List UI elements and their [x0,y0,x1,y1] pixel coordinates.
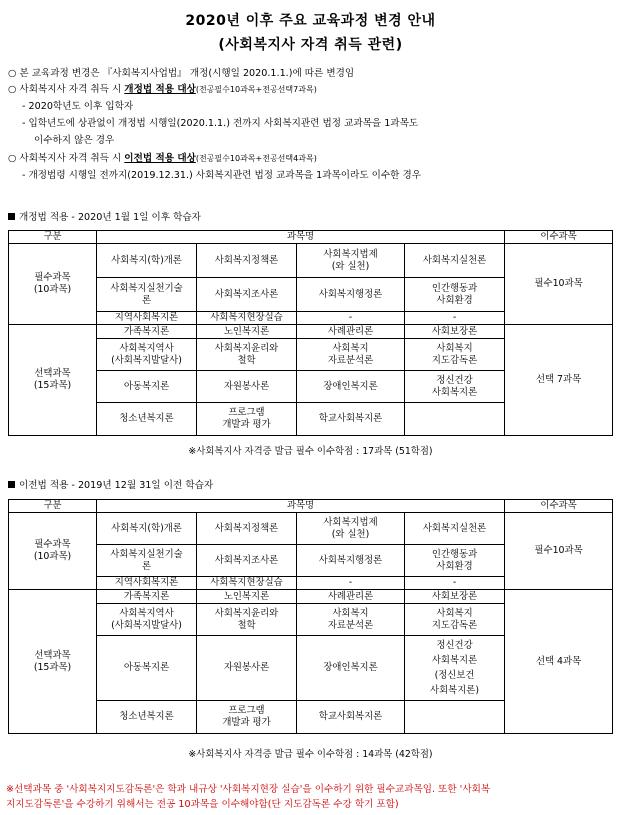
subject-cell: 청소년복지론 [97,403,197,436]
subject-cell: - [405,312,505,325]
table-row [9,590,613,604]
header-category: 구분 [9,231,97,244]
page-title: 2020년 이후 주요 교육과정 변경 안내 [185,13,436,29]
subject-cell: 가족복지론 [97,325,197,339]
table-row [9,244,613,278]
subject-cell: - [297,312,405,325]
subject-cell: 사회복지윤리와 철학 [197,604,297,636]
subject-cell: 사회복지현장실습 [197,577,297,590]
subject-cell: 사회복지 지도감독론 [405,339,505,371]
intro-bullet-3-detail-1: - 개정법령 시행일 전까지(2019.12.31.) 사회복지관련 법정 교과목을 1과목이라도 이수한 경우 [22,170,422,181]
subject-cell: 사회복지행정론 [297,545,405,577]
subject-cell: 사회복지현장실습 [197,312,297,325]
subject-cell: 사회복지법제 (와 실천) [297,244,405,278]
table-header-row [9,231,613,244]
square-bullet-icon [8,213,15,220]
subject-cell: 자원봉사론 [197,636,297,701]
header-credits: 이수과목 [505,500,613,513]
header-category: 구분 [9,500,97,513]
subject-cell: 정신건강 사회복지론 [405,371,505,403]
subject-cell [405,701,505,734]
category-required: 필수과목 (10과목) [9,244,97,325]
subject-cell: 노인복지론 [197,325,297,339]
table-header-row [9,500,613,513]
subject-cell: 사회복지(학)개론 [97,513,197,545]
intro-bullet-1: ○ 본 교육과정 변경은 『사회복지사업법』 개정(시행일 2020.1.1.)에 따른 변경임 [8,68,355,79]
subject-cell: 지역사회복지론 [97,312,197,325]
subject-cell: 인간행동과 사회환경 [405,278,505,312]
table-row [9,513,613,545]
subject-cell: 사회복지역사 (사회복지발달사) [97,339,197,371]
intro-bullet-2-text: ○ 사회복지사 자격 취득 시 [8,84,125,95]
subject-cell: 청소년복지론 [97,701,197,734]
subject-cell: 사회복지조사론 [197,278,297,312]
subject-cell: - [297,577,405,590]
header-credits: 이수과목 [505,231,613,244]
subject-cell: 자원봉사론 [197,371,297,403]
subject-cell: 장애인복지론 [297,371,405,403]
category-required: 필수과목 (10과목) [9,513,97,590]
subject-cell: 지역사회복지론 [97,577,197,590]
elective-count: 선택 7과목 [505,325,613,436]
subject-cell: 사회복지행정론 [297,278,405,312]
page-subtitle: (사회복지사 자격 취득 관련) [218,37,403,53]
subject-cell: 사회복지실천기술 론 [97,545,197,577]
square-bullet-icon [8,481,15,488]
subject-cell [405,403,505,436]
subject-cell: 가족복지론 [97,590,197,604]
subject-cell: 사회복지법제 (와 실천) [297,513,405,545]
section1-heading [8,209,201,223]
subject-cell: 사회복지윤리와 철학 [197,339,297,371]
required-count: 필수10과목 [505,244,613,325]
subject-cell: 사회복지정책론 [197,513,297,545]
table-new-law [8,230,613,436]
intro-bullet-2-detail-2b: 이수하지 않은 경우 [34,135,115,146]
subject-cell: 사회복지실천론 [405,513,505,545]
header-subject: 과목명 [97,231,505,244]
subject-cell: 학교사회복지론 [297,403,405,436]
category-elective: 선택과목 (15과목) [9,590,97,734]
subject-cell: 아동복지론 [97,371,197,403]
subject-cell: 사회복지실천기술 론 [97,278,197,312]
subject-cell: 학교사회복지론 [297,701,405,734]
intro-bullet-2-underlined: 개정법 적용 대상 [124,84,196,95]
elective-count: 선택 4과목 [505,590,613,734]
footnote [6,782,614,812]
subject-cell: 사례관리론 [297,590,405,604]
intro-bullet-3 [8,150,317,164]
subject-cell: 사회복지 자료분석론 [297,339,405,371]
subject-cell: 사회복지정책론 [197,244,297,278]
table-row [9,325,613,339]
intro-bullet-2-small: (전공필수10과목+전공선택7과목) [195,85,317,94]
section1-heading-text: 개정법 적용 - 2020년 1월 1일 이후 학습자 [19,212,201,223]
footnote-line-2: 지지도감독론'을 수강하기 위해서는 전공 10과목을 이수해야함(단 지도감독론 수강 학기 포함) [6,799,399,810]
subject-cell: 노인복지론 [197,590,297,604]
subject-cell: 아동복지론 [97,636,197,701]
subject-cell: 사회보장론 [405,590,505,604]
subject-cell: 사회복지 지도감독론 [405,604,505,636]
category-elective: 선택과목 (15과목) [9,325,97,436]
intro-bullet-3-small: (전공필수10과목+전공선택4과목) [195,154,317,163]
table2-note: ※사회복지사 자격증 발급 필수 이수학점 : 14과목 (42학점) [188,749,433,760]
header-subject: 과목명 [97,500,505,513]
subject-cell: 사회보장론 [405,325,505,339]
subject-cell: 사회복지역사 (사회복지발달사) [97,604,197,636]
subject-cell: 장애인복지론 [297,636,405,701]
section2-heading-text: 이전법 적용 - 2019년 12월 31일 이전 학습자 [19,480,214,491]
subject-cell: 사회복지 자료분석론 [297,604,405,636]
subject-cell: 프로그램 개발과 평가 [197,403,297,436]
intro-bullet-2 [8,81,317,95]
subject-cell: 사회복지조사론 [197,545,297,577]
required-count: 필수10과목 [505,513,613,590]
subject-cell: 정신건강 사회복지론 (정신보건 사회복지론) [405,636,505,701]
intro-bullet-3-text: ○ 사회복지사 자격 취득 시 [8,153,125,164]
subject-cell: - [405,577,505,590]
intro-bullet-2-detail-1: - 2020학년도 이후 입학자 [22,101,134,112]
subject-cell: 사회복지(학)개론 [97,244,197,278]
intro-bullet-3-underlined: 이전법 적용 대상 [124,153,196,164]
intro-bullet-2-detail-2: - 입학년도에 상관없이 개정법 시행일(2020.1.1.) 전까지 사회복지관련 법정 교과목을 1과목도 [22,118,419,129]
table1-note: ※사회복지사 자격증 발급 필수 이수학점 : 17과목 (51학점) [188,446,433,457]
subject-cell: 사례관리론 [297,325,405,339]
section2-heading [8,477,213,491]
subject-cell: 프로그램 개발과 평가 [197,701,297,734]
footnote-line-1: ※선택과목 중 '사회복지지도감독론'은 학과 내규상 '사회복지현장 실습'을 이수하기 위한 필수교과목임. 또한 '사회복 [6,784,491,795]
subject-cell: 사회복지실천론 [405,244,505,278]
table-old-law [8,499,613,734]
subject-cell: 인간행동과 사회환경 [405,545,505,577]
